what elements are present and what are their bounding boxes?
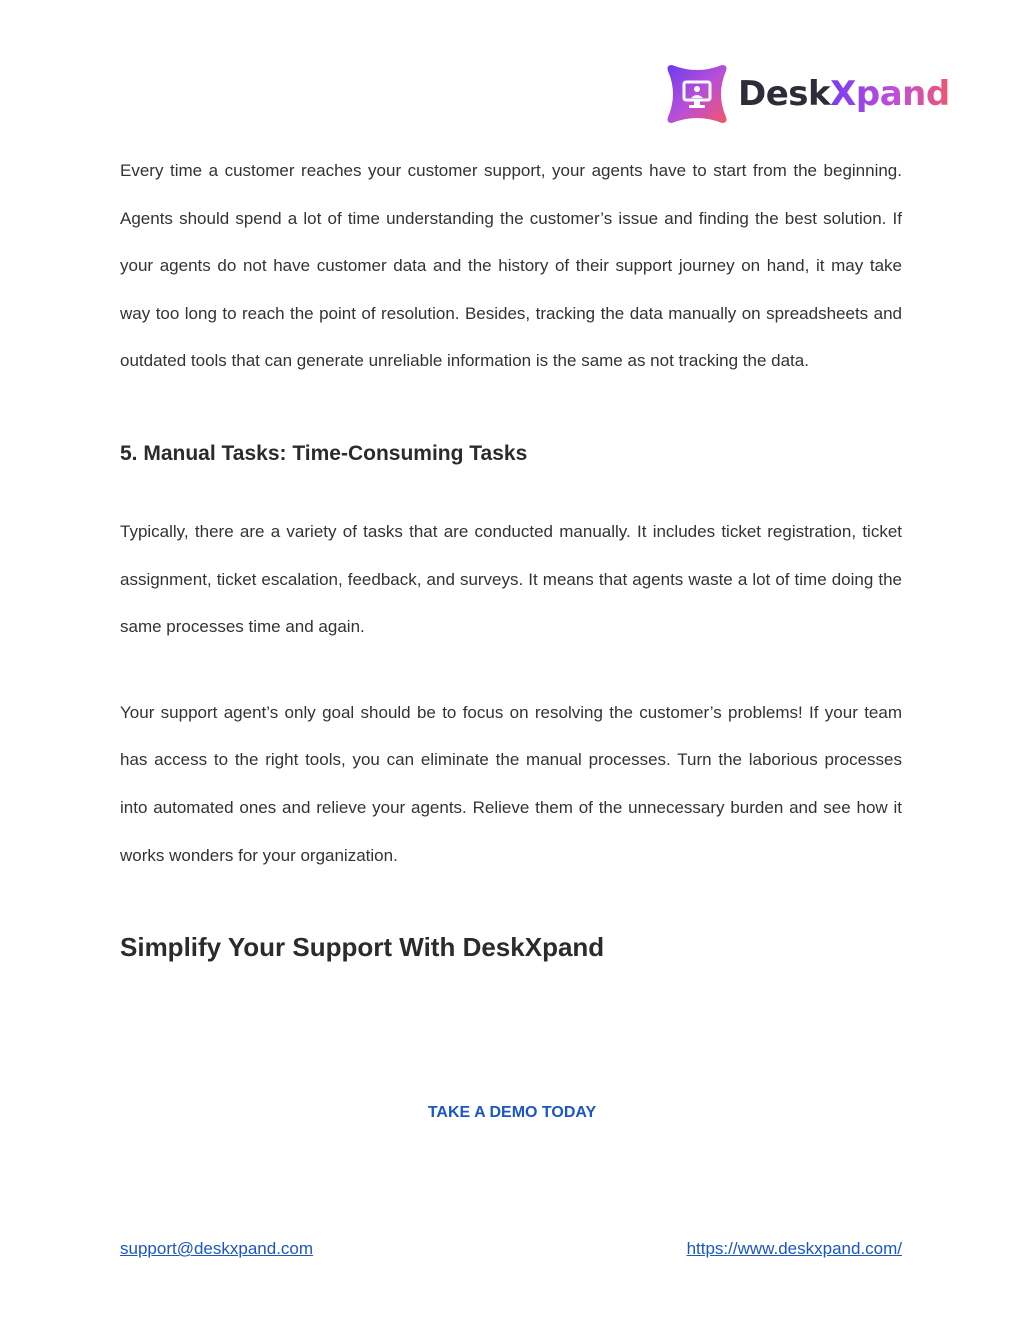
brand-name-part1: Desk — [738, 74, 831, 114]
brand-wordmark — [738, 74, 950, 114]
brand-name-part2: Xpand — [830, 74, 950, 114]
brand-logo — [664, 60, 950, 128]
intro-paragraph: Every time a customer reaches your customer support, your agents have to start from the beginning. Agents should spend a lot of time understanding the customer’s issue and finding the best solution. If your agents do not have customer data and the history of their support journey on hand, it may take way too long to reach the point of resolution. Besides, tracking the data manually on spreadsheets and outdated tools that can generate unreliable information is the same as not tracking the data. — [120, 161, 902, 371]
support-email-link[interactable]: support@deskxpand.com — [120, 1239, 314, 1258]
manual-tasks-paragraph-2: Your support agent’s only goal should be to focus on resolving the customer’s problems! If your team has access to the right tools, you can eliminate the manual processes. Turn the laborious processes into automated ones and relieve your agents. Relieve them of the unnecessary burden and see how it works wonders for your organization. — [120, 702, 902, 865]
website-link[interactable]: https://www.deskxpand.com/ — [686, 1239, 902, 1258]
document-body — [120, 147, 902, 965]
section-heading-manual-tasks: 5. Manual Tasks: Time-Consuming Tasks — [120, 441, 528, 465]
footer — [120, 1239, 902, 1259]
take-demo-link[interactable]: TAKE A DEMO TODAY — [427, 1104, 597, 1121]
manual-tasks-paragraph-1: Typically, there are a variety of tasks that are conducted manually. It includes ticket registration, ticket assignment, ticket escalation, feedback, and surveys. It means that agents waste a lot of time doing the same processes time and again. — [120, 521, 902, 637]
cta-heading: Simplify Your Support With DeskXpand — [120, 932, 605, 963]
deskxpand-logo-icon — [664, 61, 730, 127]
